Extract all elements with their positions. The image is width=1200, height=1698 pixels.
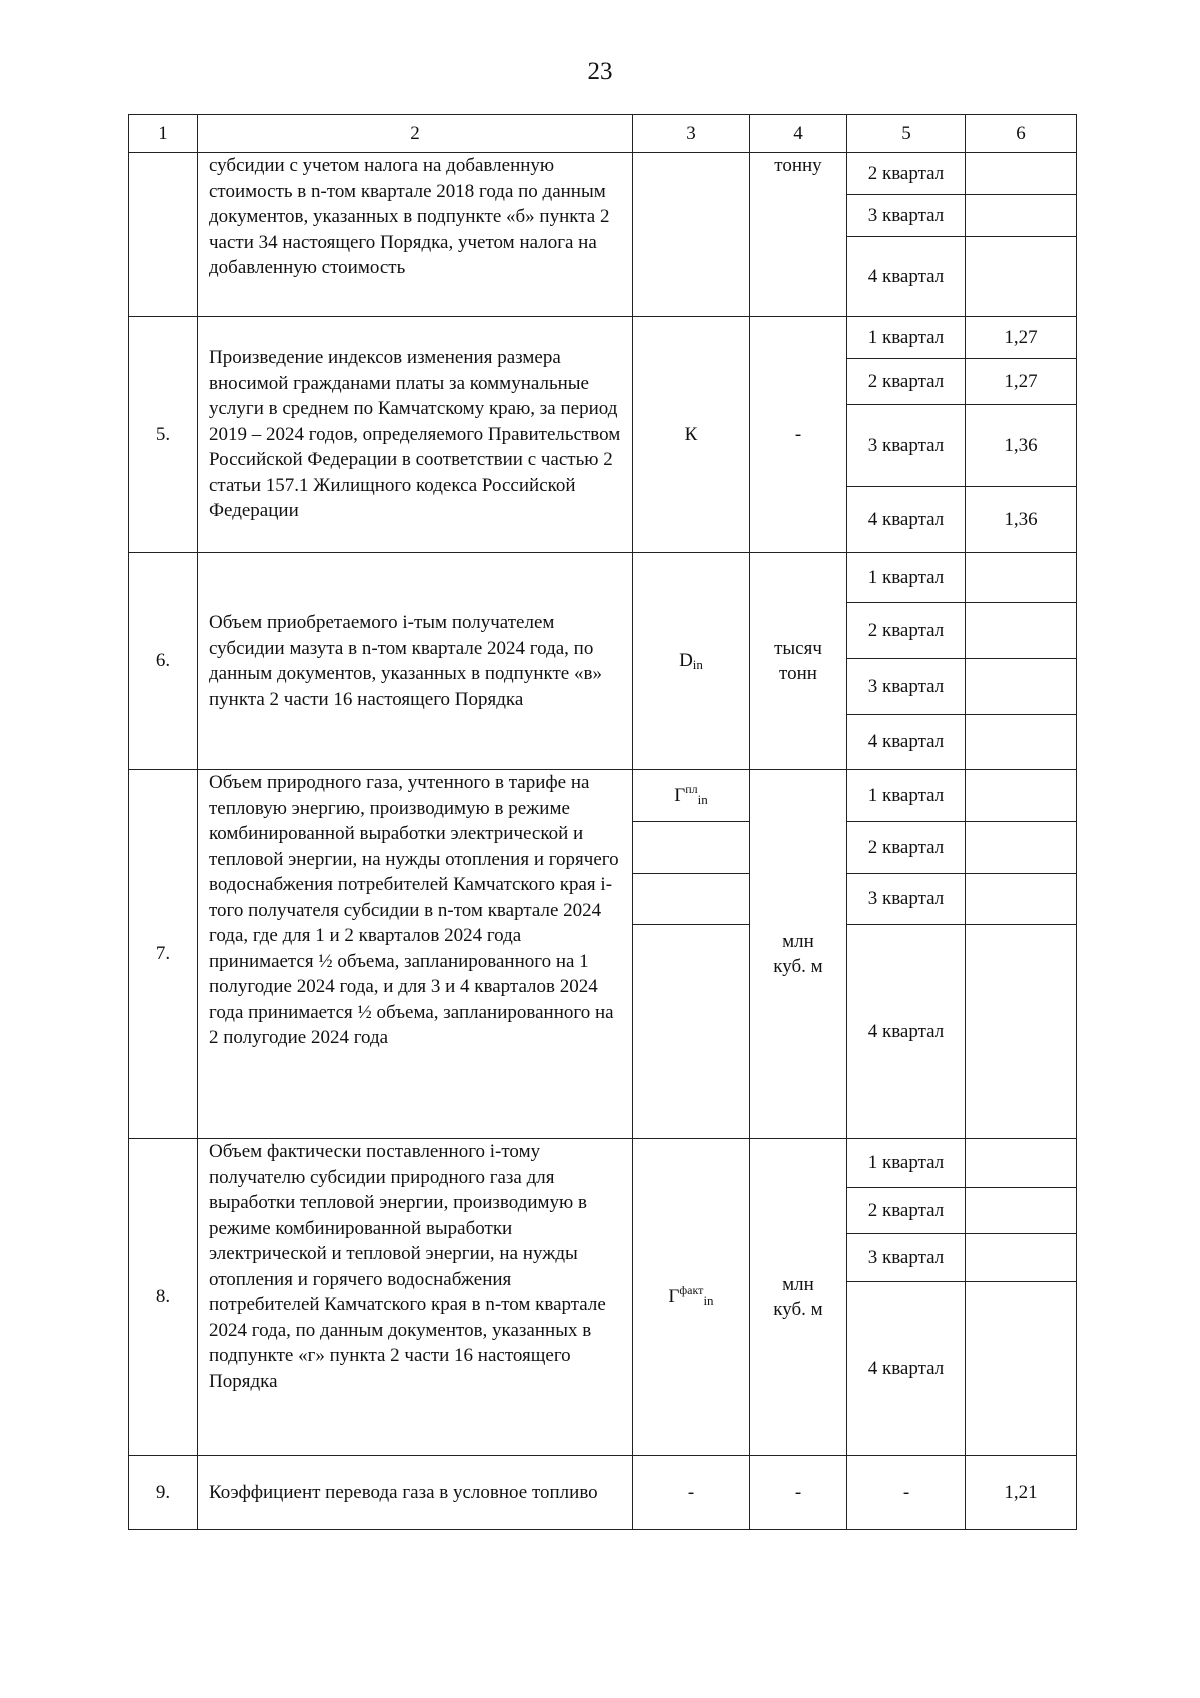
row-symbol: К [633,317,750,553]
symbol-superscript: факт [679,1283,704,1298]
table-row [129,1456,1077,1530]
symbol-base: Г [668,1286,680,1308]
quarter-label: 2 квартал [847,603,966,659]
row-unit [750,1139,847,1456]
quarter-label: 4 квартал [847,925,966,1139]
row-number: 5. [129,317,198,553]
quarter-value: 1,36 [966,405,1077,487]
row-number: 9. [129,1456,198,1530]
quarter-value [966,659,1077,715]
header-cell: 4 [750,115,847,153]
quarter-label: 1 квартал [847,770,966,822]
row-unit [750,770,847,1139]
quarter-value [966,553,1077,603]
row-symbol [633,1139,750,1456]
unit-line: млн [782,930,814,952]
quarter-value: 1,36 [966,487,1077,553]
symbol-subscript: in [692,657,703,673]
row-symbol [633,553,750,770]
unit-line: куб. м [773,1299,823,1320]
quarter-label: 3 квартал [847,405,966,487]
row-description: Объем приобретаемого i-тым получателем субсидии мазута в n-том квартале 2024 года, по данным документов, указанных в подпункте «в» пункта 2 части 16 настоящего Порядка [198,553,633,770]
quarter-label: 3 квартал [847,1234,966,1282]
quarter-label: 2 квартал [847,1188,966,1234]
row-description: Коэффициент перевода газа в условное топливо [198,1456,633,1530]
row-symbol: - [633,1456,750,1530]
quarter-value [966,874,1077,925]
symbol-subscript: in [703,1293,714,1309]
quarter-value [966,822,1077,874]
quarter-label: 1 квартал [847,317,966,359]
quarter-value [966,603,1077,659]
symbol-cell-empty [633,822,750,874]
row-number: 7. [129,770,198,1139]
row-number: 6. [129,553,198,770]
symbol-subscript: in [697,791,708,807]
quarter-label: 1 квартал [847,553,966,603]
row-description: Произведение индексов изменения размера вносимой гражданами платы за коммунальные услуги в среднем по Камчатскому краю, за период 2019 – 2024 годов, определяемого Правительством Российской Федерации в соответствии с частью 2 статьи 157.1 Жилищного кодекса Российской Федерации [198,317,633,553]
quarter-value [966,1139,1077,1188]
quarter-value: 1,27 [966,359,1077,405]
unit-line: тысяч [774,637,822,659]
unit-line: млн [782,1273,814,1295]
row-description: Объем природного газа, учтенного в тарифе на тепловую энергию, производимую в режиме комбинированной выработки электрической и тепловой энергии, на нужды отопления и горячего водоснабжения потребителей Камчатского края i-того получателя субсидии в n-том квартале 2024 года, где для 1 и 2 кварталов 2024 года принимается ½ объема, запланированного на 1 полугодие 2024 года, и для 3 и 4 кварталов 2024 года принимается ½ объема, запланированного на 2 полугодие 2024 года [198,770,633,1139]
quarter-label: 3 квартал [847,874,966,925]
quarter-value [966,770,1077,822]
quarter-label: 3 квартал [847,195,966,237]
quarter-value [966,195,1077,237]
row-period: - [847,1456,966,1530]
quarter-label: 3 квартал [847,659,966,715]
row-description: Объем фактически поставленного i-тому получателю субсидии природного газа для выработки тепловой энергии, производимую в режиме комбинированной выработки электрической и тепловой энергии, на нужды отопления и горячего водоснабжения потребителей Камчатского края в n-том квартале 2024 года, по данным документов, указанных в подпункте «г» пункта 2 части 16 настоящего Порядка [198,1139,633,1456]
table-row [129,770,1077,822]
header-cell: 5 [847,115,966,153]
table-row [129,553,1077,603]
row-description: субсидии с учетом налога на добавленную стоимость в n-том квартале 2018 года по данным документов, указанных в подпункте «б» пункта 2 части 34 настоящего Порядка, учетом налога на добавленную стоимость [198,153,633,317]
table-row [129,317,1077,359]
quarter-value [966,1282,1077,1456]
quarter-label: 2 квартал [847,153,966,195]
quarter-value [966,925,1077,1139]
quarter-label: 4 квартал [847,487,966,553]
row-unit: тонну [750,153,847,317]
quarter-label: 4 квартал [847,715,966,770]
row-value: 1,21 [966,1456,1077,1530]
quarter-value [966,153,1077,195]
symbol-superscript: пл [685,781,698,796]
symbol-base: D [679,650,693,672]
quarter-value [966,1234,1077,1282]
unit-line: куб. м [773,956,823,977]
header-cell: 2 [198,115,633,153]
header-cell: 6 [966,115,1077,153]
symbol-base: Г [674,784,686,806]
document-sheet [128,114,1077,1530]
header-row [129,115,1077,153]
quarter-value [966,1188,1077,1234]
symbol-cell-empty [633,874,750,925]
quarter-label: 4 квартал [847,1282,966,1456]
table-row [129,1139,1077,1188]
symbol-cell-empty [633,925,750,1139]
quarter-label: 4 квартал [847,237,966,317]
quarter-label: 2 квартал [847,822,966,874]
row-unit [750,553,847,770]
quarter-label: 2 квартал [847,359,966,405]
quarter-value: 1,27 [966,317,1077,359]
page-number: 23 [587,58,613,85]
row-symbol [633,153,750,317]
row-number: 8. [129,1139,198,1456]
quarter-value [966,715,1077,770]
header-cell: 3 [633,115,750,153]
header-cell: 1 [129,115,198,153]
quarter-value [966,237,1077,317]
row-unit: - [750,317,847,553]
row-number [129,153,198,317]
table-row [129,153,1077,195]
quarter-label: 1 квартал [847,1139,966,1188]
coefficients-table [128,114,1077,1530]
unit-line: тонн [779,663,817,684]
row-symbol [633,770,750,822]
row-unit: - [750,1456,847,1530]
